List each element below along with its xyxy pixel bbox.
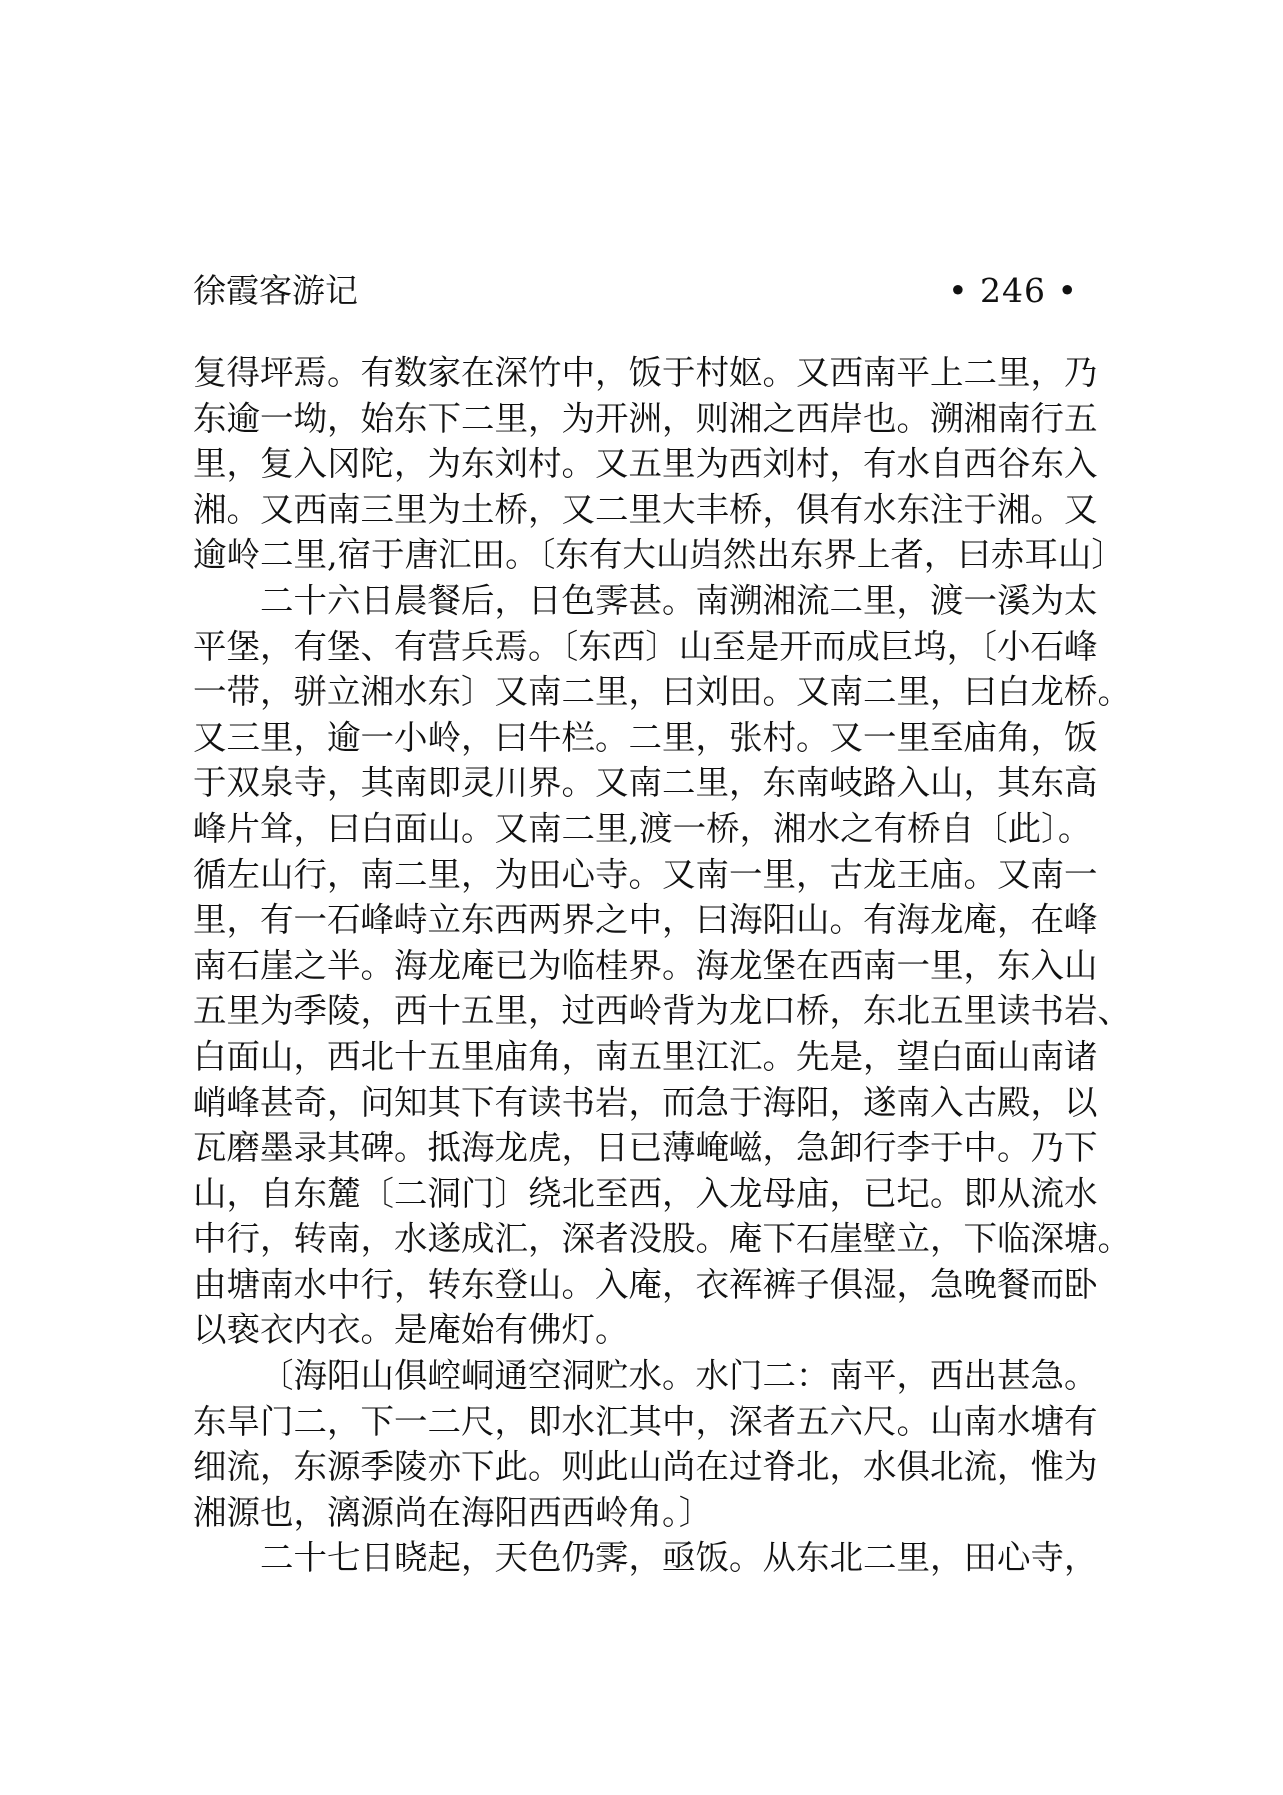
text-line: 中行，转南，水遂成汇，深者没股。庵下石崖壁立，下临深塘。 — [193, 1219, 1131, 1259]
text-line: 以亵衣内衣。是庵始有佛灯。 — [193, 1310, 629, 1350]
text-line: 一带，骈立湘水东〕又南二里，曰刘田。又南二里，曰白龙桥。 — [193, 672, 1131, 712]
text-line: 东旱门二，下一二尺，即水汇其中，深者五六尺。山南水塘有 — [193, 1401, 1098, 1441]
text-line: 白面山，西北十五里庙角，南五里江汇。先是，望白面山南诸 — [193, 1036, 1098, 1076]
text-line: 里，复入冈陀，为东刘村。又五里为西刘村，有水自西谷东入 — [193, 444, 1098, 484]
paragraph-start-line: 二十七日晓起，天色仍霁，亟饭。从东北二里，田心寺， — [260, 1538, 1098, 1578]
text-line: 复得坪焉。有数家在深竹中，饭于村妪。又西南平上二里，乃 — [193, 353, 1098, 392]
text-line: 湘。又西南三里为土桥，又二里大丰桥，俱有水东注于湘。又 — [193, 489, 1098, 529]
body-text — [193, 350, 1131, 1581]
text-line: 湘源也，漓源尚在海阳西西岭角。〕 — [193, 1492, 713, 1532]
text-line: 五里为季陵，西十五里，过西岭背为龙口桥，东北五里读书岩、 — [193, 991, 1131, 1031]
text-line: 逾岭二里,宿于唐汇田。〔东有大山岿然出东界上者，曰赤耳山〕 — [193, 535, 1125, 575]
text-line: 山，自东麓〔二洞门〕绕北至西，入龙母庙，已圮。即从流水 — [193, 1173, 1098, 1213]
text-line: 循左山行，南二里，为田心寺。又南一里，古龙王庙。又南一 — [193, 854, 1098, 894]
text-line: 于双泉寺，其南即灵川界。又南二里，东南岐路入山，其东高 — [193, 763, 1098, 803]
running-header — [193, 268, 1078, 314]
text-line: 平堡，有堡、有营兵焉。〔东西〕山至是开而成巨坞，〔小石峰 — [193, 626, 1098, 666]
text-line: 由塘南水中行，转东登山。入庵，衣裈裤子俱湿，急晚餐而卧 — [193, 1264, 1098, 1304]
paragraph-start-line: 〔海阳山俱崆峒通空洞贮水。水门二：南平，西出甚急。 — [260, 1356, 1098, 1396]
text-line: 峰片耸，曰白面山。又南二里,渡一桥，湘水之有桥自〔此〕。 — [193, 808, 1092, 848]
text-line: 细流，东源季陵亦下此。则此山尚在过脊北，水俱北流，惟为 — [193, 1447, 1098, 1487]
text-line: 南石崖之半。海龙庵已为临桂界。海龙堡在西南一里，东入山 — [193, 945, 1098, 985]
text-line: 又三里，逾一小岭，曰牛栏。二里，张村。又一里至庙角，饭 — [193, 717, 1098, 757]
page-number: • 246 • — [948, 271, 1078, 310]
text-line: 里，有一石峰峙立东西两界之中，曰海阳山。有海龙庵，在峰 — [193, 900, 1098, 940]
text-line: 峭峰甚奇，问知其下有读书岩，而急于海阳，遂南入古殿，以 — [193, 1082, 1098, 1122]
text-line: 东逾一坳，始东下二里，为开洲，则湘之西岸也。溯湘南行五 — [193, 398, 1098, 438]
paragraph-start-line: 二十六日晨餐后，日色霁甚。南溯湘流二里，渡一溪为太 — [260, 580, 1098, 620]
book-title: 徐霞客游记 — [193, 271, 358, 310]
text-line: 瓦磨墨录其碑。抵海龙虎，日已薄崦嵫，急卸行李于中。乃下 — [193, 1128, 1098, 1168]
